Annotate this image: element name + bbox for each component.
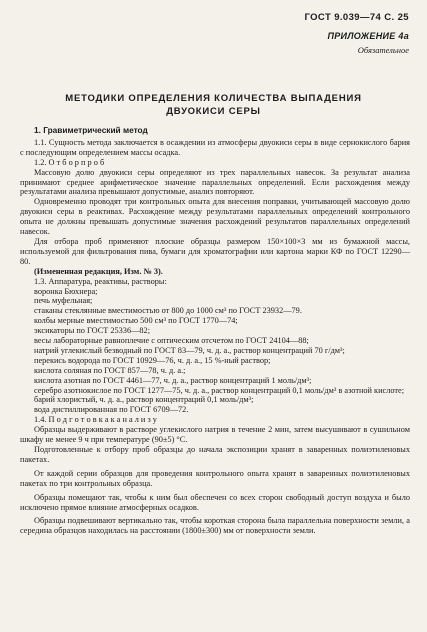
paragraph: 1.1. Сущность метода заключается в осаждении из атмосферы двуокиси серы в виде сернокислого бария с последующим определением массы осадка. [20,137,410,157]
list-item: весы лабораторные равноплечие с оптическим отсчетом по ГОСТ 24104—88; [34,336,309,346]
standard-header: ГОСТ 9.039—74 С. 25 [304,12,409,23]
list-item: колбы мерные вместимостью 500 см³ по ГОСТ 1770—74; [34,316,238,326]
paragraph: Подготовленные к отбору проб образцы до начала экспозиции хранят в заваренных полиэтиленовых пакетах. [20,445,410,464]
list-item: кислота соляная по ГОСТ 857—78, ч. д. а.; [34,365,186,375]
subsection-heading: 1.4. П о д г о т о в к а к а н а л и з у [34,415,157,425]
subsection-heading: 1.2. О т б о р п р о б [34,157,105,167]
paragraph: Образцы подвешивают вертикально так, чтобы короткая сторона была параллельна поверхности земли, а середина образцов находилась на расстоянии (1800±300) мм от поверхности земли. [20,516,410,536]
list-item: вода дистиллированная по ГОСТ 6709—72. [34,405,189,415]
list-item: воронка Бюхнера; [34,286,98,296]
paragraph: 1.3. Аппаратура, реактивы, растворы: [34,276,167,286]
list-item: серебро азотнокислое по ГОСТ 1277—75, ч. д. а., раствор концентраций 0,1 моль/дм³ в азотной кислоте; [34,385,405,395]
list-item: стаканы стеклянные вместимостью от 800 до 1000 см³ по ГОСТ 23932—79. [34,306,302,316]
document-body [20,126,410,536]
appendix-label: ПРИЛОЖЕНИЕ 4а [327,31,409,41]
section-heading: 1. Гравиметрический метод [34,125,148,135]
paragraph: Массовую долю двуокиси серы определяют из трех параллельных навесок. За результат анализа принимают среднее арифметическое значение параллельных определений. Если расхождения между результатами анализа превышают допустимые, анализ повторяют. [20,167,410,197]
title-line-2: ДВУОКИСИ СЕРЫ [166,106,261,117]
paragraph: Образцы помещают так, чтобы к ним был обеспечен со всех сторон свободный доступ воздуха и было исключено прямое влияние атмосферных осадков. [20,492,410,512]
list-item: эксикаторы по ГОСТ 25336—82; [34,326,151,336]
amendment-note: (Измененная редакция, Изм. № 3). [34,266,163,276]
list-item: кислота азотная по ГОСТ 4461—77, ч. д. а., раствор концентраций 1 моль/дм³; [34,375,312,385]
title-line-1: МЕТОДИКИ ОПРЕДЕЛЕНИЯ КОЛИЧЕСТВА ВЫПАДЕНИЯ [65,93,362,104]
list-item: печь муфельная; [34,296,93,306]
paragraph: От каждой серии образцов для проведения контрольного опыта хранят в заваренных полиэтиленовых пакетах по три контрольных образца. [20,468,410,488]
document-title [20,92,407,118]
status-label: Обязательное [357,45,409,55]
paragraph: Образцы выдерживают в растворе углекислого натрия в течение 2 мин, затем высушивают в сушильном шкафу не менее 9 ч при температуре (90±5) °С. [20,425,410,445]
paragraph: Одновременно проводят три контрольных опыта для внесения поправки, учитывающей массовую долю двуокиси серы в реактивах. Расхождение между результатами параллельных определений контрольного опыта не должны превышать допустимые значения расхождений результатов параллельных определений навесок. [20,197,410,237]
list-item: натрий углекислый безводный по ГОСТ 83—79, ч. д. а., раствор концентраций 70 г/дм³; [34,345,345,355]
list-item: барий хлористый, ч. д. а., раствор концентраций 0,1 моль/дм³; [34,395,254,405]
list-item: перекись водорода по ГОСТ 10929—76, ч. д. а., 15 %-ный раствор; [34,355,271,365]
paragraph: Для отбора проб применяют плоские образцы размером 150×100×3 мм из бумажной массы, используемой для фильтрования пива, бумаги для хроматографии или картона марки КФ по ГОСТ 12290—80. [20,236,410,266]
